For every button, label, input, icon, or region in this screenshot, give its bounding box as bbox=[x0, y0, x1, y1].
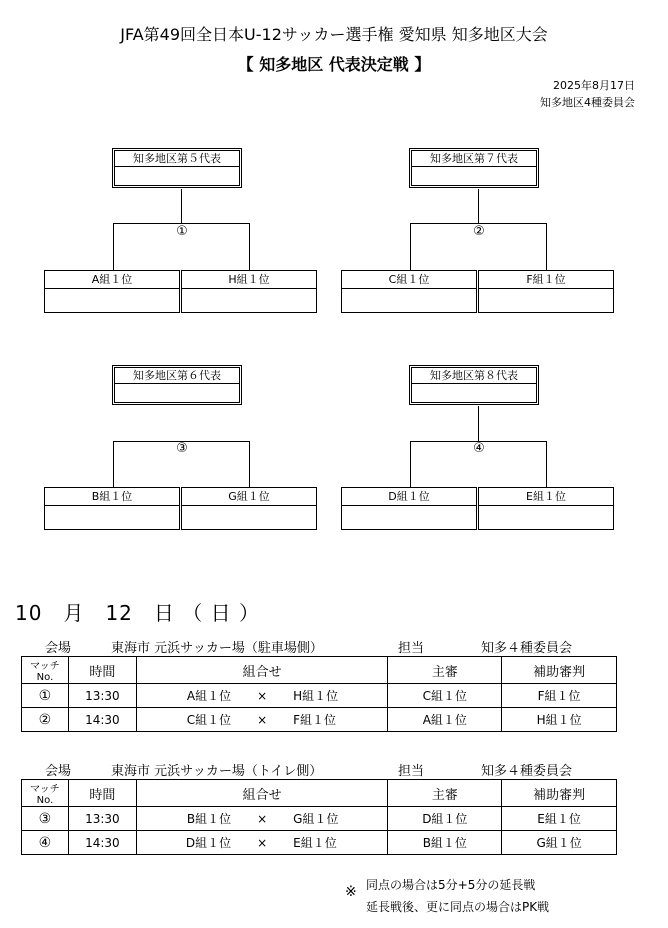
team-box bbox=[341, 487, 477, 530]
referee: C組１位 bbox=[388, 684, 502, 708]
team-box bbox=[44, 487, 180, 530]
venue-label: 会場 bbox=[45, 764, 72, 779]
team-label: E組１位 bbox=[479, 488, 613, 506]
team-box bbox=[181, 270, 317, 313]
bracket-line bbox=[410, 441, 411, 487]
team-b: E組１位 bbox=[293, 836, 337, 850]
bracket-line bbox=[249, 223, 250, 270]
winner-slot bbox=[412, 167, 536, 186]
assistant-referee: G組１位 bbox=[502, 831, 617, 855]
matchup bbox=[136, 684, 388, 708]
winner-box bbox=[112, 148, 242, 188]
assistant-referee: E組１位 bbox=[502, 807, 617, 831]
bracket-line bbox=[478, 406, 479, 441]
bracket-line bbox=[249, 441, 250, 487]
staff-name: 知多４種委員会 bbox=[481, 641, 573, 656]
team-label: F組１位 bbox=[479, 271, 613, 289]
winner-slot bbox=[115, 167, 239, 186]
schedule-table bbox=[21, 779, 617, 855]
team-a: C組１位 bbox=[186, 713, 232, 727]
vs-mark: × bbox=[257, 713, 268, 727]
vs-mark: × bbox=[257, 689, 268, 703]
match-no: ④ bbox=[22, 831, 69, 855]
match-number: ① bbox=[176, 224, 188, 239]
vs-mark: × bbox=[257, 812, 268, 826]
col-header-matchup: 組合せ bbox=[136, 657, 388, 684]
match-time: 13:30 bbox=[68, 684, 136, 708]
match-time: 14:30 bbox=[68, 831, 136, 855]
document-date: 2025年8月17日 bbox=[553, 79, 635, 92]
winner-box bbox=[409, 148, 539, 188]
col-header-matchup: 組合せ bbox=[136, 780, 388, 807]
match-no: ① bbox=[22, 684, 69, 708]
match-no: ③ bbox=[22, 807, 69, 831]
bracket-line bbox=[410, 223, 411, 270]
match-time: 13:30 bbox=[68, 807, 136, 831]
staff-label: 担当 bbox=[398, 641, 425, 656]
team-a: A組１位 bbox=[186, 689, 232, 703]
team-box bbox=[44, 270, 180, 313]
staff-label: 担当 bbox=[398, 764, 425, 779]
team-box bbox=[341, 270, 477, 313]
document-subtitle: 【 知多地区 代表決定戦 】 bbox=[237, 55, 431, 74]
winner-label: 知多地区第７代表 bbox=[412, 151, 536, 167]
note-mark: ※ bbox=[345, 884, 357, 900]
table-header-row bbox=[22, 780, 617, 807]
match-number: ② bbox=[473, 224, 485, 239]
bracket-line bbox=[478, 189, 479, 223]
assistant-referee: F組１位 bbox=[502, 684, 617, 708]
team-b: H組１位 bbox=[293, 689, 339, 703]
team-box bbox=[181, 487, 317, 530]
staff-name: 知多４種委員会 bbox=[481, 764, 573, 779]
team-label: B組１位 bbox=[45, 488, 179, 506]
winner-label: 知多地区第６代表 bbox=[115, 368, 239, 384]
team-a: B組１位 bbox=[186, 812, 232, 826]
winner-label: 知多地区第５代表 bbox=[115, 151, 239, 167]
bracket-line bbox=[546, 223, 547, 270]
col-header-referee: 主審 bbox=[388, 780, 502, 807]
winner-box bbox=[112, 365, 242, 405]
bracket-line bbox=[113, 223, 114, 270]
team-label: C組１位 bbox=[342, 271, 476, 289]
team-a: D組１位 bbox=[185, 836, 232, 850]
matchup bbox=[136, 807, 388, 831]
match-day: 10 月 12 日 （ 日 ） bbox=[15, 601, 260, 625]
match-number: ④ bbox=[473, 441, 485, 456]
bracket-line bbox=[546, 441, 547, 487]
winner-box bbox=[409, 365, 539, 405]
venue-label: 会場 bbox=[45, 641, 72, 656]
winner-slot bbox=[115, 384, 239, 403]
organizer: 知多地区4種委員会 bbox=[540, 96, 635, 109]
table-header-row bbox=[22, 657, 617, 684]
col-header-time: 時間 bbox=[68, 657, 136, 684]
table-row bbox=[22, 708, 617, 732]
team-b: G組１位 bbox=[293, 812, 339, 826]
note-line-1: 同点の場合は5分+5分の延長戦 bbox=[366, 878, 536, 892]
team-label: D組１位 bbox=[342, 488, 476, 506]
team-label: G組１位 bbox=[182, 488, 316, 506]
matchup bbox=[136, 708, 388, 732]
referee: A組１位 bbox=[388, 708, 502, 732]
col-header-assistant: 補助審判 bbox=[502, 657, 617, 684]
bracket-line bbox=[181, 189, 182, 223]
col-header-assistant: 補助審判 bbox=[502, 780, 617, 807]
team-box bbox=[478, 487, 614, 530]
table-row bbox=[22, 831, 617, 855]
referee: B組１位 bbox=[388, 831, 502, 855]
venue-name: 東海市 元浜サッカー場（駐車場側） bbox=[111, 641, 323, 656]
col-header-time: 時間 bbox=[68, 780, 136, 807]
document-title: JFA第49回全日本U-12サッカー選手権 愛知県 知多地区大会 bbox=[120, 25, 548, 44]
team-b: F組１位 bbox=[293, 713, 337, 727]
matchup bbox=[136, 831, 388, 855]
winner-label: 知多地区第８代表 bbox=[412, 368, 536, 384]
team-label: A組１位 bbox=[45, 271, 179, 289]
bracket-line bbox=[113, 441, 114, 487]
winner-slot bbox=[412, 384, 536, 403]
note-line-2: 延長戦後、更に同点の場合はPK戦 bbox=[366, 900, 550, 914]
venue-name: 東海市 元浜サッカー場（トイレ側） bbox=[111, 764, 323, 779]
table-row bbox=[22, 807, 617, 831]
assistant-referee: H組１位 bbox=[502, 708, 617, 732]
match-number: ③ bbox=[176, 441, 188, 456]
table-row bbox=[22, 684, 617, 708]
schedule-table bbox=[21, 656, 617, 732]
referee: D組１位 bbox=[388, 807, 502, 831]
match-time: 14:30 bbox=[68, 708, 136, 732]
col-header-match-no: マッチNo. bbox=[22, 657, 69, 684]
col-header-referee: 主審 bbox=[388, 657, 502, 684]
team-label: H組１位 bbox=[182, 271, 316, 289]
team-box bbox=[478, 270, 614, 313]
match-no: ② bbox=[22, 708, 69, 732]
col-header-match-no: マッチNo. bbox=[22, 780, 69, 807]
vs-mark: × bbox=[257, 836, 268, 850]
